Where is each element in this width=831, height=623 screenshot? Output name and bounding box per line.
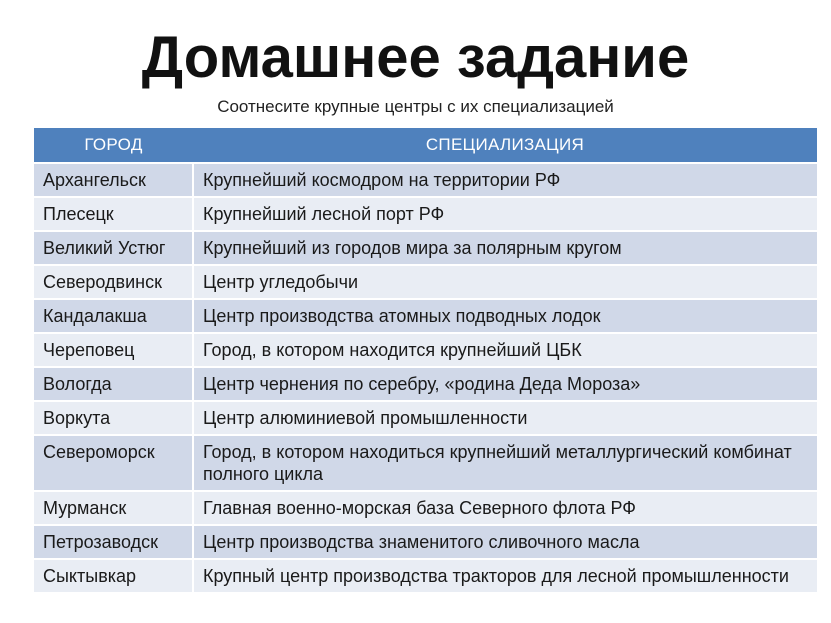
specialization-cell: Главная военно-морская база Северного флота РФ — [193, 491, 817, 525]
slide-title: Домашнее задание — [141, 25, 690, 90]
specialization-cell: Крупнейший лесной порт РФ — [193, 197, 817, 231]
table-row — [34, 163, 817, 197]
city-cell: Североморск — [34, 435, 193, 491]
table-row — [34, 299, 817, 333]
city-cell: Архангельск — [34, 163, 193, 197]
table-row — [34, 401, 817, 435]
table-row — [34, 525, 817, 559]
slide-subtitle: Соотнесите крупные центры с их специализацией — [217, 97, 614, 116]
city-cell: Кандалакша — [34, 299, 193, 333]
city-cell: Петрозаводск — [34, 525, 193, 559]
specialization-cell: Город, в котором находится крупнейший ЦБК — [193, 333, 817, 367]
table-row — [34, 265, 817, 299]
specialization-cell: Крупнейший из городов мира за полярным кругом — [193, 231, 817, 265]
table-row — [34, 333, 817, 367]
column-header-specialization: СПЕЦИАЛИЗАЦИЯ — [193, 128, 817, 163]
matching-table — [34, 128, 817, 592]
city-cell: Северодвинск — [34, 265, 193, 299]
table-row — [34, 231, 817, 265]
table-row — [34, 367, 817, 401]
city-cell: Воркута — [34, 401, 193, 435]
table-row — [34, 559, 817, 592]
column-header-city: ГОРОД — [34, 128, 193, 163]
specialization-cell: Центр угледобычи — [193, 265, 817, 299]
city-cell: Великий Устюг — [34, 231, 193, 265]
specialization-cell: Центр производства знаменитого сливочного масла — [193, 525, 817, 559]
specialization-cell: Центр алюминиевой промышленности — [193, 401, 817, 435]
table-header-row — [34, 128, 817, 163]
table-row — [34, 491, 817, 525]
table-row — [34, 197, 817, 231]
city-cell: Плесецк — [34, 197, 193, 231]
specialization-cell: Город, в котором находиться крупнейший металлургический комбинат полного цикла — [193, 435, 817, 491]
city-cell: Вологда — [34, 367, 193, 401]
city-cell: Сыктывкар — [34, 559, 193, 592]
specialization-cell: Крупный центр производства тракторов для лесной промышленности — [193, 559, 817, 592]
specialization-cell: Крупнейший космодром на территории РФ — [193, 163, 817, 197]
city-cell: Череповец — [34, 333, 193, 367]
table-row — [34, 435, 817, 491]
specialization-cell: Центр производства атомных подводных лодок — [193, 299, 817, 333]
table-body — [34, 163, 817, 592]
specialization-cell: Центр чернения по серебру, «родина Деда Мороза» — [193, 367, 817, 401]
city-cell: Мурманск — [34, 491, 193, 525]
